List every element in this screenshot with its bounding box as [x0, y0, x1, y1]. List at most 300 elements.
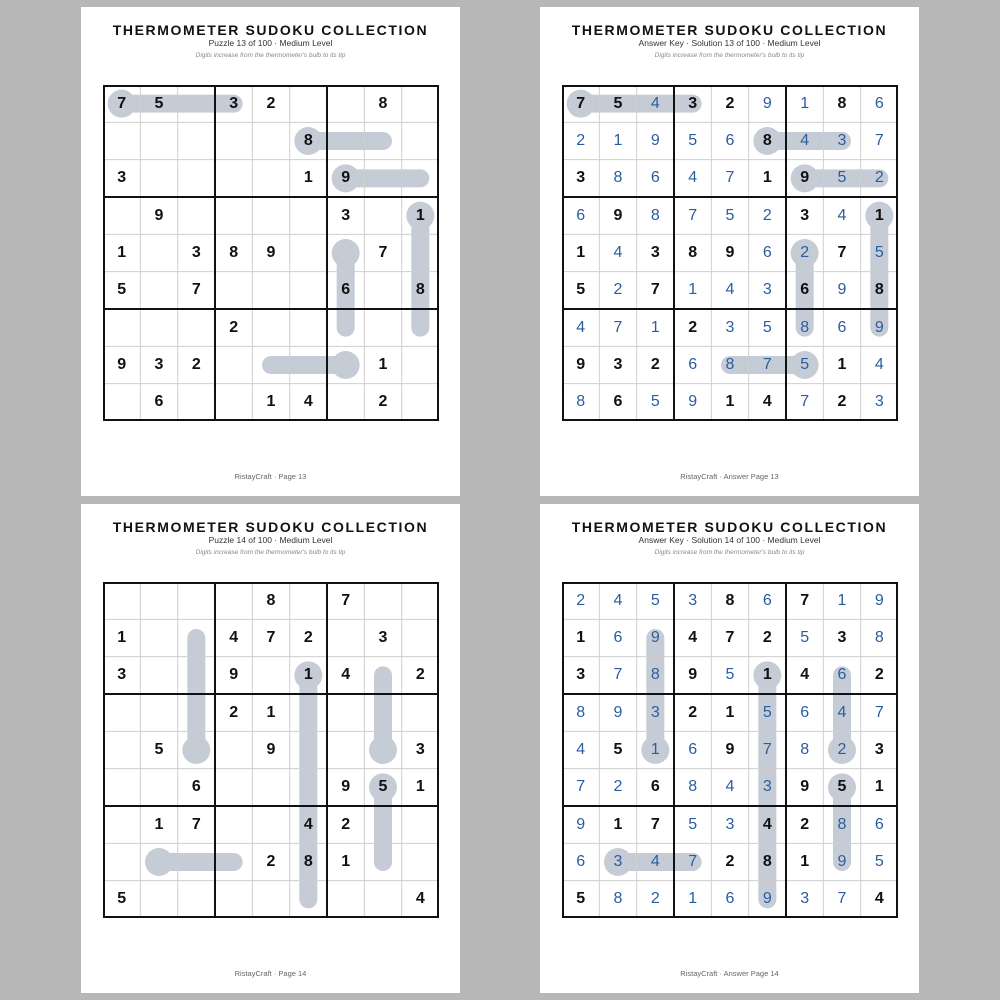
solution-digit-cell: 5 — [650, 393, 660, 411]
given-digit-cell — [178, 122, 215, 159]
solution-digit-cell: 3 — [613, 852, 623, 870]
given-digit-cell — [215, 122, 252, 159]
given-digit-cell — [402, 234, 439, 271]
given-digit-cell — [364, 160, 401, 197]
given-digit-cell: 7 — [725, 628, 735, 646]
given-digit-cell — [103, 122, 140, 159]
solution-digit-cell: 7 — [613, 666, 623, 684]
given-digit-cell: 9 — [117, 355, 127, 373]
given-digit-cell: 3 — [117, 169, 127, 187]
solution-digit-cell: 2 — [613, 778, 623, 796]
given-digit-cell: 1 — [415, 778, 425, 796]
solution-digit-cell: 9 — [688, 393, 698, 411]
given-digit-cell: 7 — [191, 815, 201, 833]
solution-digit-cell: 2 — [762, 206, 772, 224]
given-digit-cell — [103, 806, 140, 843]
given-digit-cell: 2 — [266, 94, 276, 112]
solution-digit-cell: 6 — [762, 591, 772, 609]
given-digit-cell — [402, 694, 439, 731]
given-digit-cell — [178, 694, 215, 731]
solution-digit-cell: 1 — [837, 591, 847, 609]
given-digit-cell — [364, 806, 401, 843]
given-digit-cell — [402, 346, 439, 383]
page-title: THERMOMETER SUDOKU COLLECTION — [571, 22, 888, 38]
given-digit-cell: 1 — [303, 666, 313, 684]
solution-digit-cell: 8 — [874, 628, 884, 646]
given-digit-cell: 1 — [117, 243, 127, 261]
given-digit-cell — [402, 309, 439, 346]
solution-digit-cell: 3 — [874, 393, 884, 411]
given-digit-cell — [364, 843, 401, 880]
solution-digit-cell: 9 — [576, 815, 586, 833]
solution-digit-cell: 9 — [837, 852, 847, 870]
solution-digit-cell: 5 — [725, 666, 735, 684]
given-digit-cell: 9 — [341, 169, 351, 187]
given-digit-cell: 1 — [837, 355, 847, 373]
given-digit-cell — [327, 881, 364, 918]
given-digit-cell — [252, 657, 289, 694]
given-digit-cell — [140, 234, 177, 271]
solution-digit-cell: 9 — [650, 131, 660, 149]
given-digit-cell — [215, 582, 252, 619]
given-digit-cell: 2 — [837, 393, 847, 411]
given-digit-cell: 4 — [415, 890, 425, 908]
solution-digit-cell: 6 — [837, 666, 847, 684]
given-digit-cell: 2 — [650, 355, 660, 373]
solution-digit-cell: 2 — [874, 169, 884, 187]
given-digit-cell — [290, 582, 327, 619]
given-digit-cell — [364, 582, 401, 619]
solution-digit-cell: 7 — [576, 778, 586, 796]
given-digit-cell — [178, 85, 215, 122]
given-digit-cell — [178, 197, 215, 234]
given-digit-cell: 4 — [303, 393, 313, 411]
given-digit-cell — [402, 619, 439, 656]
given-digit-cell: 4 — [762, 815, 772, 833]
solution-digit-cell: 2 — [837, 740, 847, 758]
solution-digit-cell: 3 — [650, 703, 660, 721]
given-digit-cell: 9 — [613, 206, 623, 224]
page-footer: RistayCraft · Page 13 — [234, 472, 307, 481]
given-digit-cell: 5 — [613, 94, 623, 112]
given-digit-cell — [290, 769, 327, 806]
page-subtitle: Answer Key · Solution 13 of 100 · Medium Level — [638, 38, 821, 48]
solution-digit-cell: 7 — [762, 355, 772, 373]
solution-digit-cell: 5 — [874, 852, 884, 870]
solution-digit-cell: 2 — [613, 281, 623, 299]
given-digit-cell — [103, 694, 140, 731]
given-digit-cell: 7 — [378, 243, 388, 261]
given-digit-cell: 2 — [762, 628, 772, 646]
given-digit-cell: 1 — [762, 666, 772, 684]
solution-digit-cell: 8 — [688, 778, 698, 796]
page-footer: RistayCraft · Page 14 — [234, 969, 307, 978]
given-digit-cell: 3 — [650, 243, 660, 261]
solution-digit-cell: 1 — [650, 740, 660, 758]
given-digit-cell: 7 — [117, 94, 127, 112]
solution-digit-cell: 4 — [725, 778, 735, 796]
given-digit-cell — [402, 384, 439, 421]
solution-digit-cell: 7 — [874, 703, 884, 721]
given-digit-cell — [327, 309, 364, 346]
given-digit-cell — [252, 346, 289, 383]
given-digit-cell — [252, 309, 289, 346]
solution-digit-cell: 4 — [576, 740, 586, 758]
given-digit-cell — [140, 619, 177, 656]
solution-digit-cell: 6 — [688, 355, 698, 373]
given-digit-cell: 5 — [378, 778, 388, 796]
given-digit-cell: 3 — [576, 666, 586, 684]
solution-digit-cell: 7 — [800, 393, 810, 411]
page-title: THERMOMETER SUDOKU COLLECTION — [571, 519, 888, 535]
solution-digit-cell: 6 — [800, 703, 810, 721]
given-digit-cell — [215, 806, 252, 843]
solution-digit-cell: 4 — [613, 591, 623, 609]
solution-digit-cell: 6 — [650, 169, 660, 187]
given-digit-cell: 2 — [800, 815, 810, 833]
solution-digit-cell: 8 — [800, 318, 810, 336]
given-digit-cell — [252, 806, 289, 843]
solution-digit-cell: 9 — [837, 281, 847, 299]
given-digit-cell: 9 — [725, 740, 735, 758]
given-digit-cell: 5 — [613, 740, 623, 758]
given-digit-cell — [103, 384, 140, 421]
solution-digit-cell: 5 — [688, 131, 698, 149]
solution-digit-cell: 5 — [688, 815, 698, 833]
rule-note: Digits increase from the thermometer's bulb to its tip — [654, 549, 805, 556]
solution-digit-cell: 9 — [762, 890, 772, 908]
solution-digit-cell: 9 — [874, 591, 884, 609]
given-digit-cell: 7 — [650, 815, 660, 833]
given-digit-cell: 5 — [154, 94, 164, 112]
solution-digit-cell: 4 — [837, 703, 847, 721]
given-digit-cell — [252, 122, 289, 159]
given-digit-cell: 6 — [650, 778, 660, 796]
given-digit-cell: 2 — [725, 94, 735, 112]
solution-digit-cell: 4 — [650, 852, 660, 870]
solution-digit-cell: 8 — [725, 355, 735, 373]
given-digit-cell: 1 — [266, 703, 276, 721]
solution-digit-cell: 3 — [725, 815, 735, 833]
given-digit-cell — [215, 160, 252, 197]
given-digit-cell — [103, 731, 140, 768]
given-digit-cell: 1 — [874, 778, 884, 796]
page-subtitle: Puzzle 13 of 100 · Medium Level — [208, 38, 333, 48]
solution-digit-cell: 1 — [613, 131, 623, 149]
given-digit-cell: 1 — [266, 393, 276, 411]
given-digit-cell — [215, 881, 252, 918]
solution-digit-cell: 4 — [837, 206, 847, 224]
given-digit-cell: 6 — [154, 393, 164, 411]
given-digit-cell — [252, 769, 289, 806]
given-digit-cell: 8 — [303, 852, 313, 870]
given-digit-cell — [215, 769, 252, 806]
given-digit-cell: 2 — [266, 852, 276, 870]
solution-digit-cell: 9 — [613, 703, 623, 721]
given-digit-cell: 9 — [800, 778, 810, 796]
given-digit-cell: 1 — [576, 243, 586, 261]
given-digit-cell — [402, 582, 439, 619]
given-digit-cell: 3 — [800, 206, 810, 224]
solution-digit-cell: 7 — [874, 131, 884, 149]
given-digit-cell: 3 — [191, 243, 201, 261]
given-digit-cell: 2 — [415, 666, 425, 684]
given-digit-cell — [178, 881, 215, 918]
given-digit-cell — [364, 122, 401, 159]
given-digit-cell: 6 — [191, 778, 201, 796]
solution-digit-cell: 7 — [762, 740, 772, 758]
given-digit-cell: 8 — [688, 243, 698, 261]
solution-digit-cell: 5 — [874, 243, 884, 261]
solution-digit-cell: 4 — [650, 94, 660, 112]
solution-digit-cell: 3 — [837, 131, 847, 149]
solution-digit-cell: 7 — [837, 890, 847, 908]
given-digit-cell: 6 — [800, 281, 810, 299]
given-digit-cell: 1 — [378, 355, 388, 373]
given-digit-cell: 1 — [725, 703, 735, 721]
given-digit-cell — [327, 122, 364, 159]
given-digit-cell — [215, 384, 252, 421]
solution-digit-cell: 2 — [576, 591, 586, 609]
given-digit-cell — [215, 843, 252, 880]
given-digit-cell: 1 — [117, 628, 127, 646]
solution-digit-cell: 3 — [725, 318, 735, 336]
given-digit-cell — [252, 160, 289, 197]
given-digit-cell: 3 — [837, 628, 847, 646]
given-digit-cell — [140, 309, 177, 346]
given-digit-cell — [178, 619, 215, 656]
given-digit-cell — [178, 160, 215, 197]
given-digit-cell — [178, 309, 215, 346]
given-digit-cell: 2 — [191, 355, 201, 373]
solution-digit-cell: 6 — [576, 206, 586, 224]
given-digit-cell: 3 — [117, 666, 127, 684]
given-digit-cell — [103, 582, 140, 619]
given-digit-cell — [290, 694, 327, 731]
solution-digit-cell: 5 — [800, 628, 810, 646]
given-digit-cell: 2 — [341, 815, 351, 833]
given-digit-cell: 1 — [725, 393, 735, 411]
given-digit-cell — [290, 272, 327, 309]
given-digit-cell — [327, 85, 364, 122]
given-digit-cell: 9 — [688, 666, 698, 684]
given-digit-cell: 8 — [874, 281, 884, 299]
given-digit-cell — [327, 731, 364, 768]
given-digit-cell — [364, 309, 401, 346]
solution-digit-cell: 6 — [725, 131, 735, 149]
page-footer: RistayCraft · Answer Page 13 — [680, 472, 779, 481]
given-digit-cell: 1 — [341, 852, 351, 870]
given-digit-cell: 9 — [266, 740, 276, 758]
page-footer: RistayCraft · Answer Page 14 — [680, 969, 779, 978]
given-digit-cell — [402, 85, 439, 122]
given-digit-cell: 9 — [229, 666, 239, 684]
given-digit-cell — [215, 197, 252, 234]
given-digit-cell: 2 — [688, 318, 698, 336]
given-digit-cell: 8 — [762, 131, 772, 149]
given-digit-cell: 4 — [762, 393, 772, 411]
given-digit-cell — [252, 272, 289, 309]
sudoku-grid — [103, 85, 439, 421]
solution-digit-cell: 1 — [650, 318, 660, 336]
given-digit-cell: 3 — [229, 94, 239, 112]
solution-digit-cell: 6 — [688, 740, 698, 758]
solution-digit-cell: 6 — [874, 815, 884, 833]
given-digit-cell — [103, 769, 140, 806]
given-digit-cell: 1 — [154, 815, 164, 833]
given-digit-cell: 3 — [874, 740, 884, 758]
given-digit-cell — [140, 657, 177, 694]
solution-digit-cell: 6 — [576, 852, 586, 870]
given-digit-cell — [327, 346, 364, 383]
given-digit-cell: 8 — [725, 591, 735, 609]
given-digit-cell — [140, 160, 177, 197]
given-digit-cell — [290, 234, 327, 271]
given-digit-cell — [402, 806, 439, 843]
given-digit-cell — [178, 582, 215, 619]
solution-digit-cell: 8 — [613, 169, 623, 187]
solution-digit-cell: 4 — [576, 318, 586, 336]
given-digit-cell — [290, 85, 327, 122]
solution-digit-cell: 5 — [762, 703, 772, 721]
solution-digit-cell: 3 — [762, 778, 772, 796]
given-digit-cell: 1 — [874, 206, 884, 224]
given-digit-cell — [402, 160, 439, 197]
solution-digit-cell: 6 — [874, 94, 884, 112]
given-digit-cell: 1 — [303, 169, 313, 187]
solution-digit-cell: 6 — [613, 628, 623, 646]
given-digit-cell — [178, 731, 215, 768]
given-digit-cell — [140, 122, 177, 159]
solution-digit-cell: 6 — [837, 318, 847, 336]
given-digit-cell — [402, 843, 439, 880]
given-digit-cell: 8 — [415, 281, 425, 299]
given-digit-cell: 7 — [576, 94, 586, 112]
given-digit-cell — [402, 122, 439, 159]
given-digit-cell: 3 — [688, 94, 698, 112]
puzzle-page — [81, 7, 460, 496]
solution-digit-cell: 2 — [650, 890, 660, 908]
given-digit-cell — [364, 881, 401, 918]
solution-digit-cell: 8 — [650, 666, 660, 684]
sudoku-grid — [562, 85, 898, 421]
given-digit-cell: 9 — [341, 778, 351, 796]
given-digit-cell: 6 — [613, 393, 623, 411]
given-digit-cell: 6 — [341, 281, 351, 299]
solution-digit-cell: 5 — [725, 206, 735, 224]
solution-digit-cell: 9 — [650, 628, 660, 646]
solution-digit-cell: 1 — [688, 281, 698, 299]
solution-digit-cell: 1 — [688, 890, 698, 908]
given-digit-cell: 4 — [229, 628, 239, 646]
given-digit-cell — [140, 881, 177, 918]
solution-digit-cell: 4 — [613, 243, 623, 261]
given-digit-cell: 5 — [576, 890, 586, 908]
given-digit-cell: 1 — [576, 628, 586, 646]
given-digit-cell: 9 — [576, 355, 586, 373]
solution-digit-cell: 5 — [837, 169, 847, 187]
given-digit-cell: 4 — [874, 890, 884, 908]
given-digit-cell: 5 — [154, 740, 164, 758]
given-digit-cell: 2 — [303, 628, 313, 646]
given-digit-cell: 7 — [650, 281, 660, 299]
solution-digit-cell: 5 — [762, 318, 772, 336]
solution-digit-cell: 8 — [837, 815, 847, 833]
solution-digit-cell: 3 — [762, 281, 772, 299]
solution-digit-cell: 3 — [800, 890, 810, 908]
puzzle-page — [540, 7, 919, 496]
puzzle-page — [540, 504, 919, 993]
rule-note: Digits increase from the thermometer's bulb to its tip — [195, 52, 346, 59]
given-digit-cell — [364, 657, 401, 694]
solution-digit-cell: 7 — [613, 318, 623, 336]
given-digit-cell — [140, 272, 177, 309]
given-digit-cell — [290, 197, 327, 234]
given-digit-cell — [215, 272, 252, 309]
given-digit-cell — [103, 843, 140, 880]
given-digit-cell — [140, 769, 177, 806]
given-digit-cell — [178, 384, 215, 421]
given-digit-cell: 3 — [576, 169, 586, 187]
solution-digit-cell: 8 — [800, 740, 810, 758]
page-subtitle: Puzzle 14 of 100 · Medium Level — [208, 535, 333, 545]
given-digit-cell: 7 — [837, 243, 847, 261]
solution-digit-cell: 4 — [874, 355, 884, 373]
given-digit-cell — [290, 731, 327, 768]
given-digit-cell — [327, 694, 364, 731]
given-digit-cell: 8 — [378, 94, 388, 112]
given-digit-cell: 7 — [800, 591, 810, 609]
given-digit-cell: 5 — [837, 778, 847, 796]
given-digit-cell: 5 — [117, 281, 127, 299]
given-digit-cell: 5 — [576, 281, 586, 299]
solution-digit-cell: 7 — [725, 169, 735, 187]
solution-digit-cell: 5 — [650, 591, 660, 609]
puzzle-page — [81, 504, 460, 993]
given-digit-cell — [103, 197, 140, 234]
given-digit-cell: 7 — [191, 281, 201, 299]
given-digit-cell: 9 — [725, 243, 735, 261]
solution-digit-cell: 7 — [688, 206, 698, 224]
given-digit-cell: 1 — [613, 815, 623, 833]
solution-digit-cell: 8 — [613, 890, 623, 908]
rule-note: Digits increase from the thermometer's bulb to its tip — [195, 549, 346, 556]
given-digit-cell: 9 — [154, 206, 164, 224]
given-digit-cell: 8 — [303, 131, 313, 149]
given-digit-cell — [290, 346, 327, 383]
solution-digit-cell: 8 — [576, 393, 586, 411]
given-digit-cell: 2 — [688, 703, 698, 721]
sudoku-grid — [103, 582, 439, 918]
given-digit-cell: 9 — [800, 169, 810, 187]
given-digit-cell: 2 — [229, 318, 239, 336]
given-digit-cell: 3 — [613, 355, 623, 373]
given-digit-cell — [252, 197, 289, 234]
solution-digit-cell: 4 — [688, 169, 698, 187]
solution-digit-cell: 8 — [650, 206, 660, 224]
given-digit-cell: 1 — [415, 206, 425, 224]
given-digit-cell — [364, 731, 401, 768]
given-digit-cell — [364, 694, 401, 731]
given-digit-cell: 8 — [762, 852, 772, 870]
solution-digit-cell: 8 — [576, 703, 586, 721]
page-title: THERMOMETER SUDOKU COLLECTION — [112, 519, 429, 535]
given-digit-cell — [215, 731, 252, 768]
given-digit-cell — [140, 694, 177, 731]
solution-digit-cell: 5 — [800, 355, 810, 373]
given-digit-cell: 3 — [378, 628, 388, 646]
given-digit-cell — [103, 309, 140, 346]
